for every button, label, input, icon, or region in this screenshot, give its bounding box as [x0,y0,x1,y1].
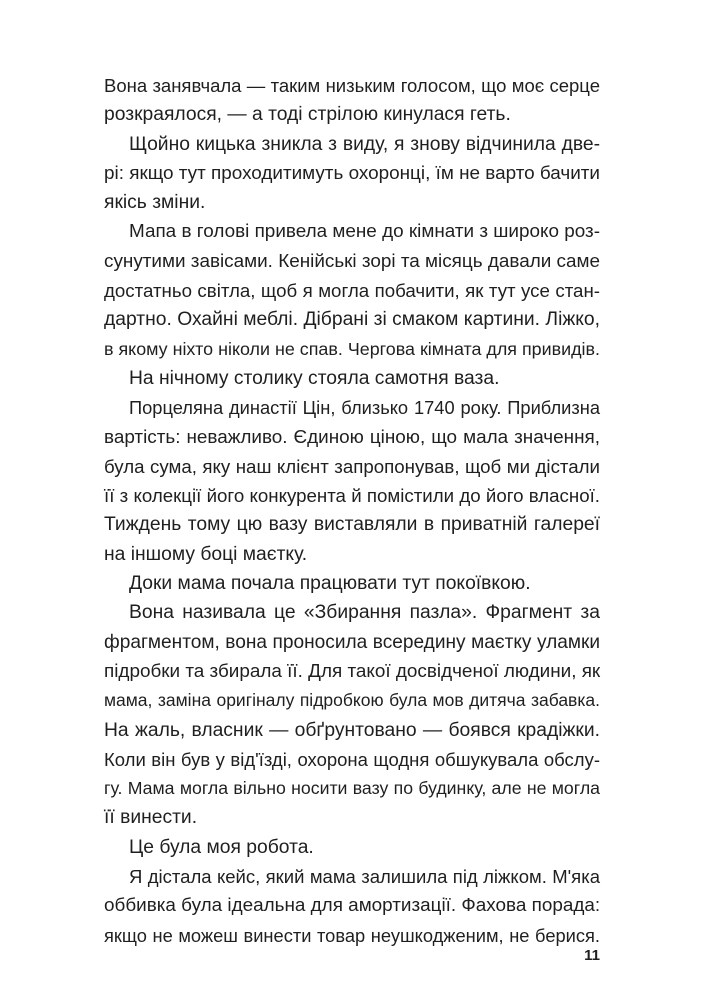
text-line: Щойно кицька зникла з виду, я знову відчинила две- [129,133,600,155]
page-number: 11 [584,947,600,964]
text-line: Вона занявчала — таким низьким голосом, що моє серце [104,75,600,96]
text-line: Вона називала це «Збирання пазла». Фрагмент за [129,602,600,624]
text-line: її з колекції його конкурента й помістили до його власної. [104,485,600,507]
text-line: була сума, яку наш клієнт запропонував, щоб ми дістали [104,455,600,477]
text-line: вартість: неважливо. Єдиною ціною, що мала значення, [104,426,600,448]
text-line: Я дістала кейс, який мама залишила під ліжком. М'яка [129,866,600,888]
text-line: якщо не можеш винести товар неушкодженим, не берися. [104,924,600,946]
text-line: На жаль, власник — обґрунтовано — боявся крадіжки. [104,719,600,741]
text-line: На нічному столику стояла самотня ваза. [129,367,500,389]
text-line: розкраялося, — а тоді стрілою кинулася геть. [104,104,511,126]
text-line: Тиждень тому цю вазу виставляли в приватній галереї [104,514,600,536]
text-line: Порцеляна династії Цін, близько 1740 року. Приблизна [129,397,600,419]
text-line: підробки та збирала її. Для такої досвідченої людини, як [104,660,601,682]
text-line: гу. Мама могла вільно носити вазу по будинку, але не могла [104,778,600,799]
text-line: оббивка була ідеальна для амортизації. Фахова порада: [104,895,601,917]
text-line: її винести. [104,807,198,829]
text-line: сунутими завісами. Кенійські зорі та місяць давали саме [104,250,600,272]
text-line: Коли він був у від'їзді, охорона щодня обшукувала обслу- [104,748,600,770]
body-text [104,71,600,950]
text-line: мама, заміна оригіналу підробкою була мов дитяча забавка. [104,690,600,711]
text-line: в якому ніхто ніколи не спав. Чергова кімната для привидів. [104,338,600,359]
text-line: фрагментом, вона проносила всередину маєтку уламки [104,631,600,653]
text-line: якісь зміни. [104,192,206,214]
text-line: Це була моя робота. [129,836,314,858]
text-line: достатньо світла, щоб я могла побачити, як тут усе стан- [104,280,600,302]
text-line: Мапа в голові привела мене до кімнати з широко роз- [129,221,600,243]
text-line: дартно. Охайні меблі. Дібрані зі смаком картини. Ліжко, [104,309,600,331]
text-line: Доки мама почала працювати тут покоївкою. [129,573,531,595]
text-line: на іншому боці маєтку. [104,543,308,565]
text-line: рі: якщо тут проходитимуть охоронці, їм не варто бачити [104,162,600,184]
